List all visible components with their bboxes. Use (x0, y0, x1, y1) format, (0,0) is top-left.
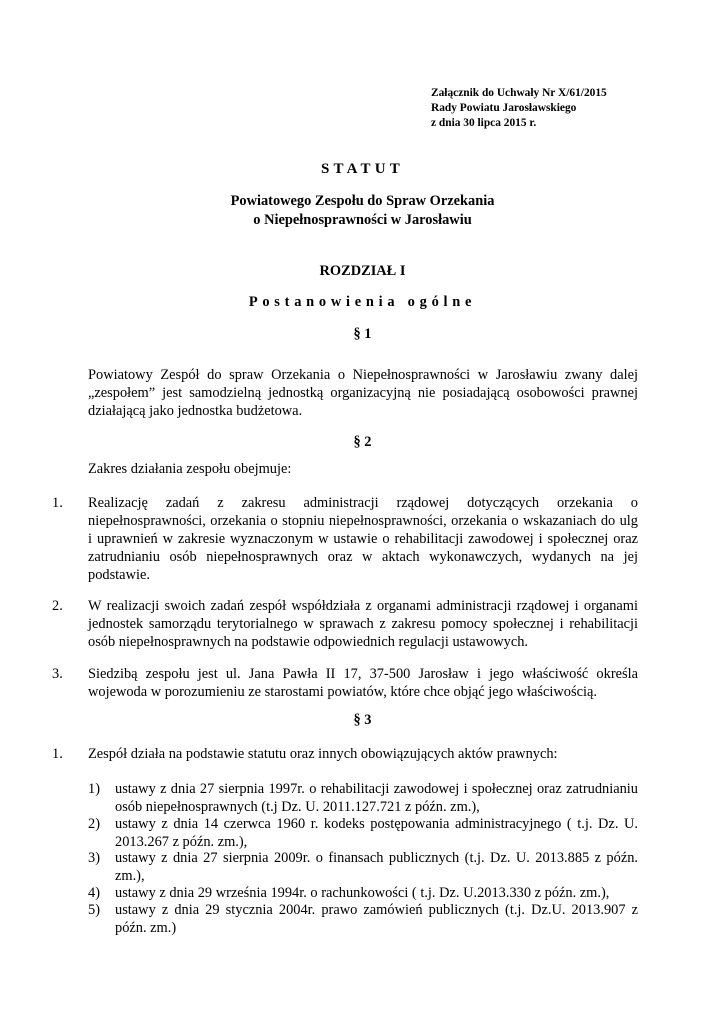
law-item-number: 5) (88, 902, 100, 918)
attachment-line-1: Załącznik do Uchwały Nr X/61/2015 (431, 87, 607, 99)
law-list-item (88, 884, 638, 902)
subtitle-line-2: o Niepełnosprawności w Jarosławiu (253, 212, 472, 228)
list-item-number: 1. (52, 495, 63, 511)
attachment-line-2: Rady Powiatu Jarosławskiego (431, 102, 577, 114)
attachment-line-3: z dnia 30 lipca 2015 r. (431, 117, 537, 129)
list-item-number: 1. (52, 746, 63, 762)
chapter-heading: ROZDZIAŁ I (319, 263, 406, 279)
list-item-text: Realizację zadań z zakresu administracji rządowej dotyczących orzekania o niepełnosprawności, orzekania o stopniu niepełnosprawności, orzekania o wskazaniach do ulg i uprawnień w zakresie wyznaczonym w ustawie o rehabilitacji zawodowej i społecznej oraz zatrudnianiu osób niepełnosprawnych oraz w aktach wykonawczych, wydanych na jej podstawie. (88, 495, 638, 583)
law-list-item (88, 901, 638, 937)
section-2-mark: § 2 (353, 434, 372, 450)
law-item-number: 1) (88, 781, 100, 797)
law-item-text: ustawy z dnia 14 czerwca 1960 r. kodeks postępowania administracyjnego ( t.j. Dz. U. 2013.267 z późn. zm.), (115, 816, 638, 850)
list-item-text: Siedzibą zespołu jest ul. Jana Pawła II 17, 37-500 Jarosław i jego właściwość określa wojewoda w porozumieniu ze starostami powiatów, które chce objąć jego właściwością. (88, 666, 638, 700)
document-title: STATUT (321, 161, 404, 177)
law-item-text: ustawy z dnia 27 sierpnia 1997r. o rehabilitacji zawodowej i społecznej oraz zatrudnianiu osób niepełnosprawnych (t.j Dz. U. 2011.127.721 z późn. zm.), (115, 781, 638, 815)
list-item (52, 665, 638, 701)
law-item-number: 2) (88, 816, 100, 832)
list-item (52, 494, 638, 584)
list-item-number: 3. (52, 666, 63, 682)
list-item (52, 745, 638, 763)
list-item-number: 2. (52, 598, 63, 614)
law-list-item (88, 849, 638, 885)
law-item-text: ustawy z dnia 29 września 1994r. o rachunkowości ( t.j. Dz. U.2013.330 z późn. zm.), (115, 885, 610, 901)
section-2-intro: Zakres działania zespołu obejmuje: (88, 461, 292, 477)
subtitle-line-1: Powiatowego Zespołu do Spraw Orzekania (230, 193, 495, 209)
list-item-text: Zespół działa na podstawie statutu oraz innych obowiązujących aktów prawnych: (88, 746, 558, 762)
section-3-mark: § 3 (353, 712, 372, 728)
section-1-text: Powiatowy Zespół do spraw Orzekania o Niepełnosprawności w Jarosławiu zwany dalej „zespołem” jest samodzielną jednostką organizacyjną nie posiadającą osobowości prawnej działającą jako jednostka budżetowa. (88, 367, 638, 419)
attachment-note (431, 86, 607, 131)
law-list-item (88, 815, 638, 851)
section-1-mark: § 1 (353, 326, 372, 342)
law-item-text: ustawy z dnia 29 stycznia 2004r. prawo zamówień publicznych (t.j. Dz.U. 2013.907 z późn. zm.) (115, 902, 638, 936)
list-item (52, 597, 638, 651)
law-item-text: ustawy z dnia 27 sierpnia 2009r. o finansach publicznych (t.j. Dz. U. 2013.885 z późn. zm.), (115, 850, 638, 884)
law-item-number: 3) (88, 850, 100, 866)
list-item-text: W realizacji swoich zadań zespół współdziała z organami administracji rządowej i organami jednostek samorządu terytorialnego w sprawach z zakresu pomocy społecznej i rehabilitacji osób niepełnosprawnych na podstawie odpowiednich regulacji ustawowych. (88, 598, 638, 650)
chapter-title: Postanowienia ogólne (248, 294, 477, 310)
document-subtitle (0, 192, 725, 230)
law-item-number: 4) (88, 885, 100, 901)
law-list-item (88, 780, 638, 816)
